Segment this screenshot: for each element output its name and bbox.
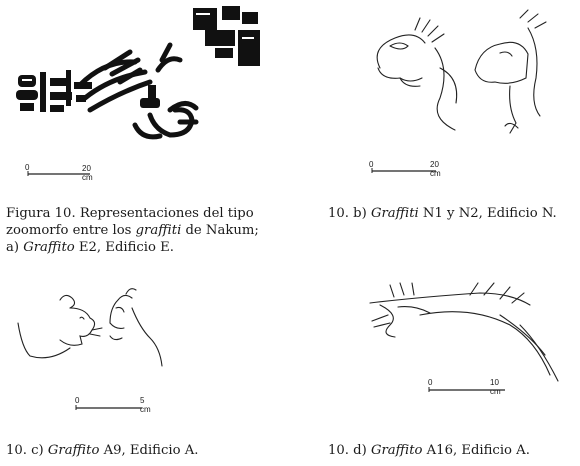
caption-line-3: a) Graffito E2, Edificio E. <box>6 240 174 255</box>
graffito-e2-drawing <box>10 0 280 140</box>
caption-figure-b: 10. b) Graffiti N1 y N2, Edificio N. <box>328 206 557 221</box>
scale-end-b: 20 cm <box>430 160 441 178</box>
scale-start-c: 0 <box>75 396 80 405</box>
scale-end-d: 10 cm <box>490 378 501 396</box>
scale-start-d: 0 <box>428 378 433 387</box>
caption-line-1: Figura 10. Representaciones del tipo <box>6 206 254 221</box>
caption-line-2: zoomorfo entre los graffiti de Nakum; <box>6 223 259 238</box>
scale-end-c: 5 cm <box>140 396 151 414</box>
scale-start-b: 0 <box>369 160 374 169</box>
scale-start-a: 0 <box>25 163 30 172</box>
scale-end-a: 20 cm <box>82 164 93 182</box>
graffito-a9-drawing <box>10 278 180 378</box>
caption-figure-c: 10. c) Graffito A9, Edificio A. <box>6 443 199 458</box>
caption-figure-d: 10. d) Graffito A16, Edificio A. <box>328 443 530 458</box>
caption-figure-a <box>6 205 286 256</box>
graffiti-n1-n2-drawing <box>360 8 570 138</box>
graffito-a16-drawing <box>360 275 570 385</box>
